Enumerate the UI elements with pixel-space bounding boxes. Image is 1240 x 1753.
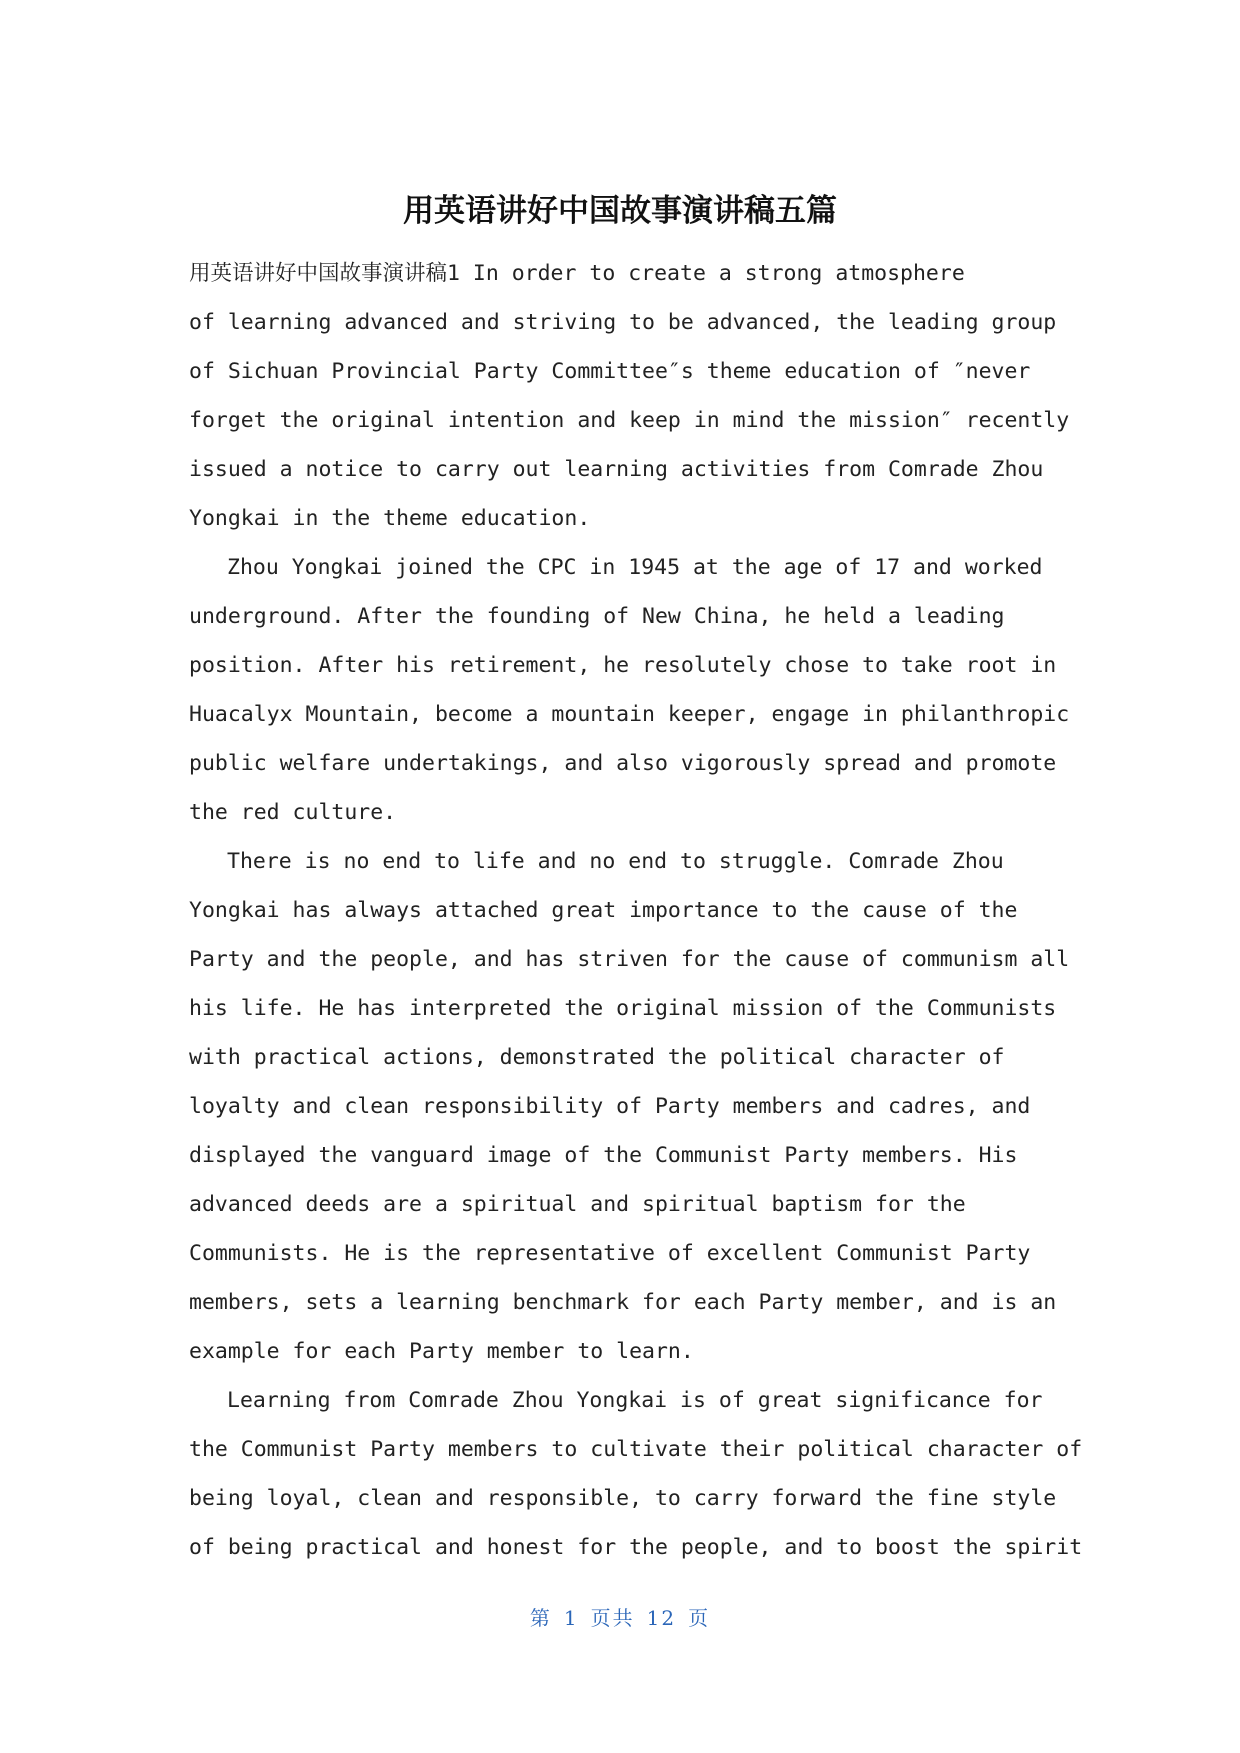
footer-page-number: 1 bbox=[563, 1606, 579, 1630]
footer-total-pages: 12 bbox=[646, 1606, 677, 1630]
text-line: of learning advanced and striving to be advanced, the leading group bbox=[189, 310, 1057, 335]
footer-prefix: 第 bbox=[529, 1606, 552, 1630]
text-line: of Sichuan Provincial Party Committee″s theme education of ″never bbox=[189, 359, 1031, 384]
text-line: being loyal, clean and responsible, to carry forward the fine style bbox=[189, 1486, 1057, 1511]
text-line: Zhou Yongkai joined the CPC in 1945 at the age of 17 and worked bbox=[227, 555, 1043, 580]
text-line: Communists. He is the representative of excellent Communist Party bbox=[189, 1241, 1031, 1266]
text-line: with practical actions, demonstrated the political character of bbox=[189, 1045, 1005, 1070]
text-line: members, sets a learning benchmark for each Party member, and is an bbox=[189, 1290, 1057, 1315]
text-line: public welfare undertakings, and also vigorously spread and promote bbox=[189, 751, 1057, 776]
text-line: the Communist Party members to cultivate their political character of bbox=[189, 1437, 1083, 1462]
text-line: Yongkai in the theme education. bbox=[189, 506, 591, 531]
text-line: Learning from Comrade Zhou Yongkai is of great significance for bbox=[227, 1388, 1043, 1413]
footer-suffix: 页 bbox=[688, 1606, 711, 1630]
text-line: example for each Party member to learn. bbox=[189, 1339, 694, 1364]
text-line: Party and the people, and has striven for the cause of communism all bbox=[189, 947, 1070, 972]
text-line: issued a notice to carry out learning activities from Comrade Zhou bbox=[189, 457, 1044, 482]
text-line: 用英语讲好中国故事演讲稿1 In order to create a strong atmosphere bbox=[189, 261, 965, 286]
text-line: advanced deeds are a spiritual and spiritual baptism for the bbox=[189, 1192, 966, 1217]
text-line: of being practical and honest for the people, and to boost the spirit bbox=[189, 1535, 1083, 1560]
page-footer bbox=[0, 1602, 1240, 1631]
text-line: underground. After the founding of New China, he held a leading bbox=[189, 604, 1005, 629]
document-body bbox=[189, 249, 1083, 1572]
document-title: 用英语讲好中国故事演讲稿五篇 bbox=[403, 193, 837, 229]
footer-middle: 页共 bbox=[590, 1606, 635, 1630]
text-line: There is no end to life and no end to struggle. Comrade Zhou bbox=[227, 849, 1004, 874]
text-line: his life. He has interpreted the original mission of the Communists bbox=[189, 996, 1057, 1021]
text-line: the red culture. bbox=[189, 800, 397, 825]
text-line: Huacalyx Mountain, become a mountain keeper, engage in philanthropic bbox=[189, 702, 1070, 727]
text-line: position. After his retirement, he resolutely chose to take root in bbox=[189, 653, 1057, 678]
text-line: displayed the vanguard image of the Communist Party members. His bbox=[189, 1143, 1018, 1168]
text-line: forget the original intention and keep in mind the mission″ recently bbox=[189, 408, 1070, 433]
text-line: loyalty and clean responsibility of Party members and cadres, and bbox=[189, 1094, 1031, 1119]
text-line: Yongkai has always attached great importance to the cause of the bbox=[189, 898, 1018, 923]
